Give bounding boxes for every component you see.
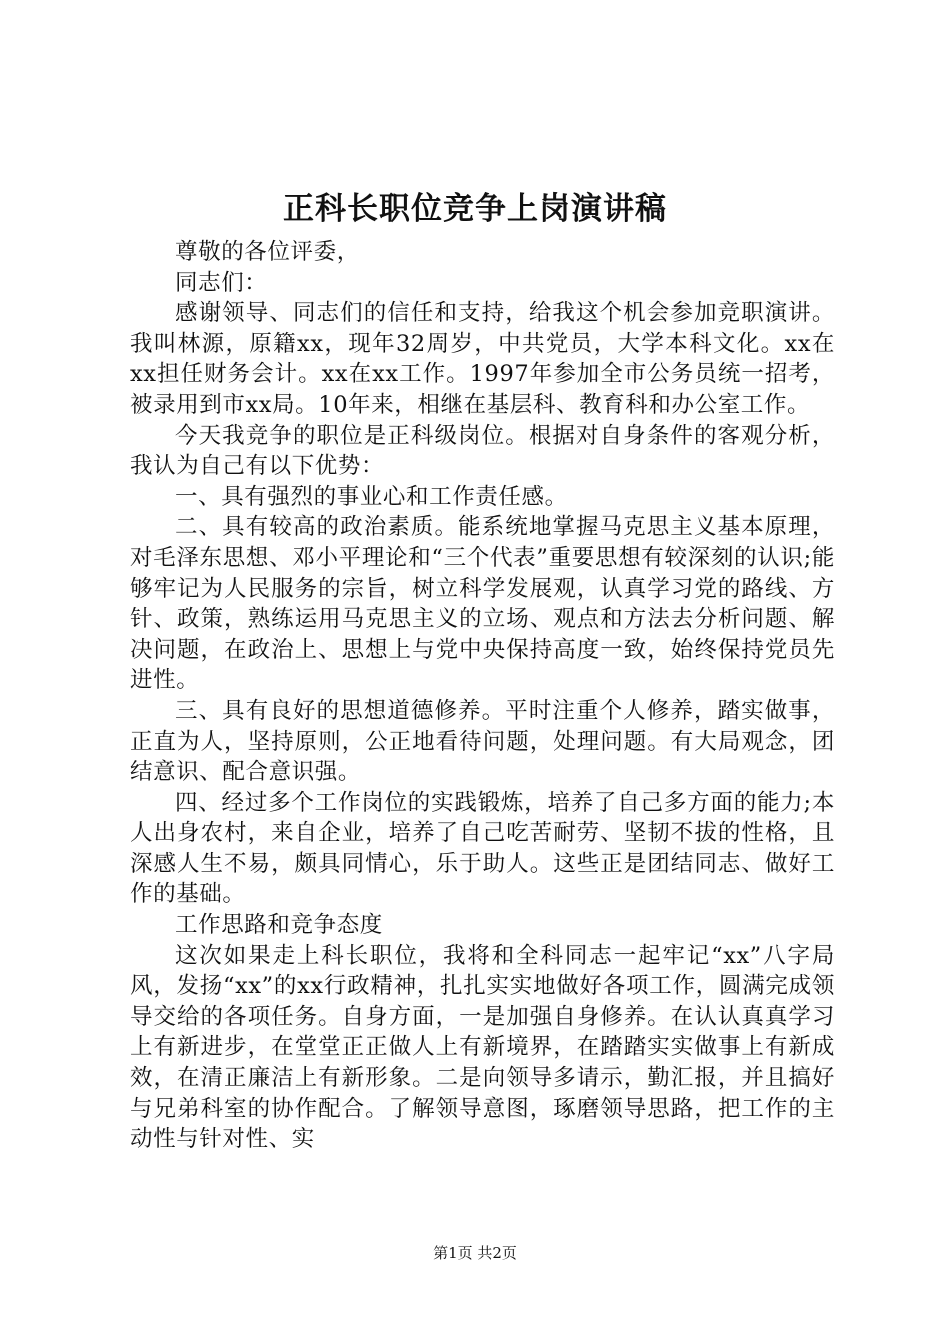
paragraph-position: 今天我竞争的职位是正科级岗位。根据对自身条件的客观分析，我认为自己有以下优势： (130, 422, 835, 480)
paragraph-advantage-1: 一、具有强烈的事业心和工作责任感。 (175, 483, 568, 510)
paragraph-advantage-3: 三、具有良好的思想道德修养。平时注重个人修养，踏实做事，正直为人，坚持原则，公正地看待问题，处理问题。有大局观念，团结意识、配合意识强。 (130, 697, 835, 786)
paragraph-advantage-2: 二、具有较高的政治素质。能系统地掌握马克思主义基本原理，对毛泽东思想、邓小平理论和“三个代表”重要思想有较深刻的认识;能够牢记为人民服务的宗旨，树立科学发展观，认真学习党的路线、方针、政策，熟练运用马克思主义的立场、观点和方法去分析问题、解决问题，在政治上、思想上与党中央保持高度一致，始终保持党员先进性。 (130, 514, 835, 694)
salutation-comrades: 同志们： (175, 269, 268, 296)
salutation-judges: 尊敬的各位评委， (175, 239, 360, 265)
section-heading-work-ideas: 工作思路和竞争态度 (175, 912, 383, 939)
paragraph-introduction: 感谢领导、同志们的信任和支持，给我这个机会参加竞职演讲。我叫林源，原籍xx，现年32周岁，中共党员，大学本科文化。xx在xx担任财务会计。xx在xx工作。1997年参加全市公务员统一招考，被录用到市xx局。10年来，相继在基层科、教育科和办公室工作。 (130, 300, 835, 418)
page-number-footer: 第1页 共2页 (433, 1244, 517, 1262)
document-body (130, 237, 835, 1155)
paragraph-advantage-4: 四、经过多个工作岗位的实践锻炼，培养了自己多方面的能力;本人出身农村，来自企业，培养了自己吃苦耐劳、坚韧不拔的性格，且深感人生不易，颇具同情心，乐于助人。这些正是团结同志、做好工作的基础。 (130, 789, 835, 908)
paragraph-work-plan: 这次如果走上科长职位，我将和全科同志一起牢记“xx”八字局风，发扬“xx”的xx行政精神，扎扎实实地做好各项工作，圆满完成领导交给的各项任务。自身方面，一是加强自身修养。在认认真真学习上有新进步，在堂堂正正做人上有新境界，在踏踏实实做事上有新成效，在清正廉洁上有新形象。二是向领导多请示，勤汇报，并且搞好与兄弟科室的协作配合。了解领导意图，琢磨领导思路，把工作的主动性与针对性、实 (130, 942, 835, 1153)
document-title: 正科长职位竞争上岗演讲稿 (283, 191, 667, 227)
